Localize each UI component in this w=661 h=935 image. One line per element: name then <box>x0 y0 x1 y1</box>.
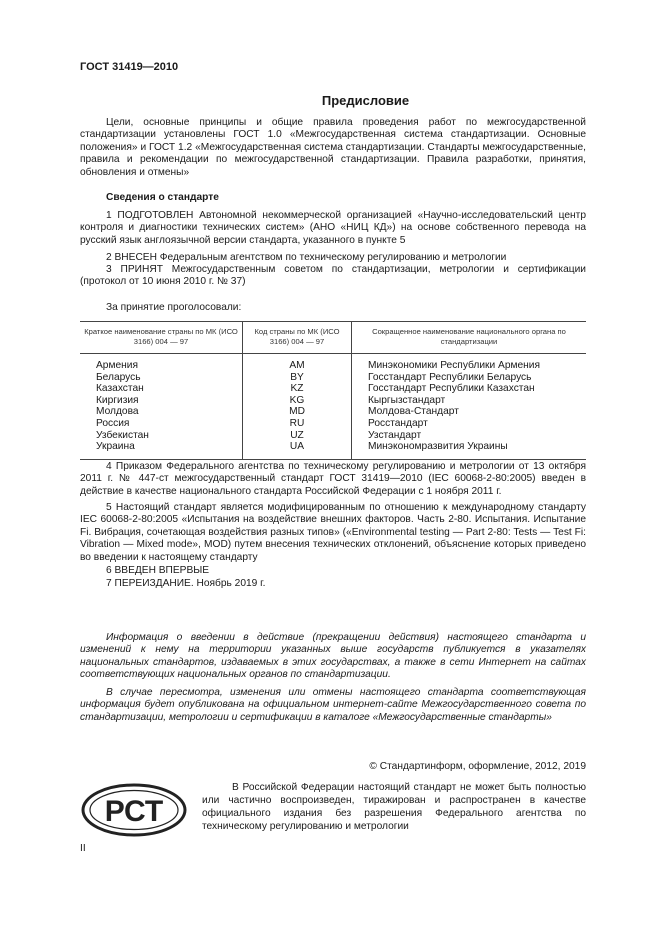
col-header-body: Сокращенное наименование национального органа по стандартизации <box>352 322 587 354</box>
gost-logo-icon <box>80 782 188 838</box>
item-4-order: 4 Приказом Федерального агентства по техническому регулированию и метрологии от 13 октября 2011 г. № 447-ст межгосударственный стандарт ГОСТ 31419—2010 (IEC 60068-2-80:2005) введен в действие в качестве национального стандарта Российской Федерации с 1 ноября 2011 г. <box>80 461 586 497</box>
country-code: MD <box>243 406 352 418</box>
country-code: KG <box>243 395 352 407</box>
table-row <box>80 395 586 407</box>
item-1-prepared: 1 ПОДГОТОВЛЕН Автономной некоммерческой организацией «Научно-исследовательский центр контроля и диагностики технических систем» (АНО «НИЦ КД») на основе собственного перевода на русский язык англоязычной версии стандарта, указанного в пункте 5 <box>80 210 586 246</box>
document-code-header: ГОСТ 31419—2010 <box>80 61 179 73</box>
country-name: Беларусь <box>96 371 141 383</box>
info-heading: Сведения о стандарте <box>106 192 219 203</box>
table-row <box>80 441 586 459</box>
country-code: UZ <box>243 430 352 442</box>
standards-body: Минэкономразвития Украины <box>352 441 587 459</box>
standards-body: Госстандарт Республики Беларусь <box>352 372 587 384</box>
item-5-modified: 5 Настоящий стандарт является модифицированным по отношению к международному стандарту IEC 60068-2-80:2005 «Испытания на воздействие внешних факторов. Часть 2-80. Испытания. Испытание Fi. Вибрация, сочетающая воздействия разных типов» («Environmental testing — Part 2-80: Tests — Test Fi: Vibration — Mixed mode», MOD) путем внесения технических отклонений, объяснение которых приведено во введении к настоящему стандарту <box>80 502 586 563</box>
table-row <box>80 406 586 418</box>
standards-body: Кыргызстандарт <box>352 395 587 407</box>
country-code: AM <box>243 354 352 372</box>
page-number: II <box>80 843 86 854</box>
table-row <box>80 372 586 384</box>
item-3-adopted: 3 ПРИНЯТ Межгосударственным советом по стандартизации, метрологии и сертификации (протокол от 10 июня 2010 г. № 37) <box>80 264 586 288</box>
table-row <box>80 430 586 442</box>
standards-body: Молдова-Стандарт <box>352 406 587 418</box>
table-row <box>80 354 586 372</box>
standards-body: Минэкономики Республики Армения <box>352 354 587 372</box>
standards-body: Госстандарт Республики Казахстан <box>352 383 587 395</box>
country-code: UA <box>243 441 352 459</box>
intro-paragraph: Цели, основные принципы и общие правила проведения работ по межгосударственной стандартизации установлены ГОСТ 1.0 «Межгосударственная система стандартизации. Основные положения» и ГОСТ 1.2 «Межгосударственная система стандартизации. Стандарты межгосударственные, правила и рекомендации по межгосударственной стандартизации. Правила разработки, принятия, обновления и отмены» <box>80 117 586 178</box>
copyright-line: © Стандартинформ, оформление, 2012, 2019 <box>369 761 586 772</box>
reproduction-notice: В Российской Федерации настоящий стандарт не может быть полностью или частично воспроизведен, тиражирован и распространен в качестве официального издания без разрешения Федерального агентства по техническому регулированию и метрологии <box>202 782 586 832</box>
logo-lettering: РСТ <box>104 795 164 828</box>
country-code: RU <box>243 418 352 430</box>
col-header-code: Код страны по МК (ИСО 3166) 004 — 97 <box>243 322 352 354</box>
country-name: Украина <box>80 441 243 459</box>
vote-label: За принятие проголосовали: <box>106 302 242 313</box>
country-name: Молдова <box>96 406 139 418</box>
table-header-row <box>80 322 586 354</box>
page-title: Предисловие <box>321 93 410 108</box>
standards-body: Росстандарт <box>352 418 587 430</box>
item-7-reissue: 7 ПЕРЕИЗДАНИЕ. Ноябрь 2019 г. <box>106 578 266 589</box>
italic-revision-paragraph: В случае пересмотра, изменения или отмены настоящего стандарта соответствующая информация будет опубликована на официальном интернет-сайте Межгосударственного совета по стандартизации, метрологии и сертификации в каталоге «Межгосударственные стандарты» <box>80 687 586 723</box>
italic-info-paragraph: Информация о введении в действие (прекращении действия) настоящего стандарта и изменений к нему на территории указанных выше государств публикуется в указателях национальных стандартов, издаваемых в этих государствах, а также в сети Интернет на сайтах соответствующих национальных органов по стандартизации. <box>80 632 586 681</box>
country-code: BY <box>243 372 352 384</box>
table-row <box>80 418 586 430</box>
col-header-country: Краткое наименование страны по МК (ИСО 3166) 004 — 97 <box>80 322 243 354</box>
table-row <box>80 383 586 395</box>
item-6-introduced: 6 ВВЕДЕН ВПЕРВЫЕ <box>106 565 210 576</box>
standards-body: Узстандарт <box>352 430 587 442</box>
country-name: Киргизия <box>96 394 139 406</box>
item-2-submitted: 2 ВНЕСЕН Федеральным агентством по техническому регулированию и метрологии <box>106 252 507 263</box>
country-name: Узбекистан <box>96 429 149 441</box>
country-name: Армения <box>96 360 138 371</box>
voting-countries-table <box>80 321 586 460</box>
country-name: Казахстан <box>96 383 144 395</box>
country-code: KZ <box>243 383 352 395</box>
country-name: Россия <box>96 417 130 429</box>
